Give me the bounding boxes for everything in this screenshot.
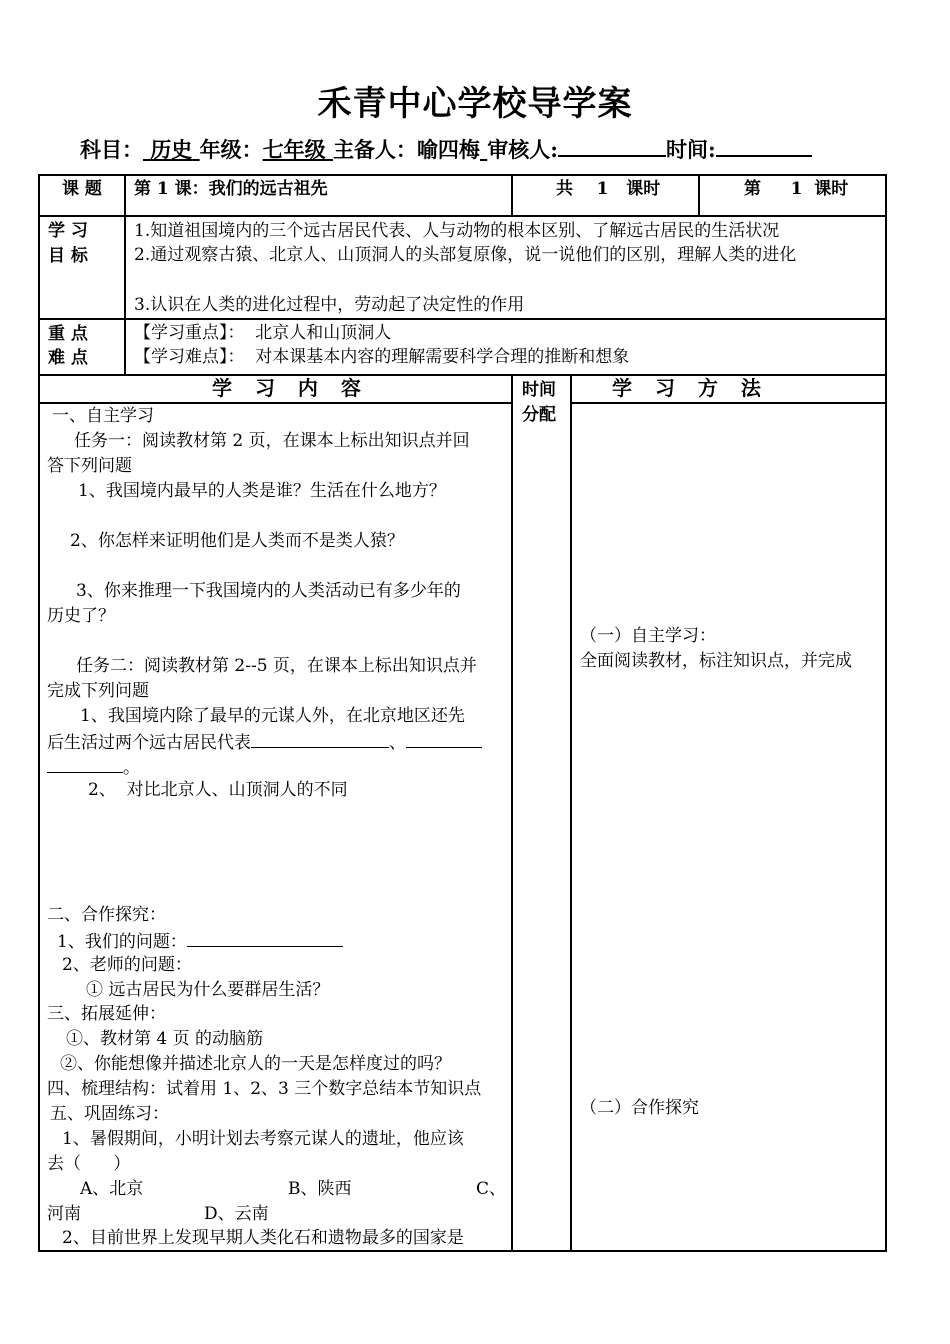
period-index: 第 1 课时: [744, 179, 849, 199]
col-divider: [698, 174, 700, 216]
option-d: D、云南: [204, 1204, 269, 1224]
col-divider: [511, 174, 513, 216]
subject-value: 历史: [150, 137, 193, 162]
study-difficulty: 【学习难点】： 对本课基本内容的理解需要科学合理的推断和想象: [134, 347, 630, 367]
keypoints-label-1: 重 点: [48, 324, 88, 344]
option-a: A、北京: [80, 1179, 144, 1199]
answer-blank[interactable]: [47, 754, 123, 773]
exercise-2: 2、目前世界上发现早期人类化石和遗物最多的国家是: [62, 1228, 464, 1248]
keypoints-label-2: 难 点: [48, 348, 88, 368]
col-divider: [124, 174, 126, 375]
time-blank[interactable]: [716, 137, 812, 157]
goal-item: 1.知道祖国境内的三个远古居民代表、人与动物的根本区别、了解远古居民的生活状况: [134, 221, 780, 241]
task2-question-1-line3: 。: [47, 754, 140, 781]
document-title: 禾青中心学校导学案: [317, 84, 633, 124]
preparer-value: 喻四梅: [416, 137, 480, 162]
time-column-header-2: 分配: [522, 405, 556, 425]
section-structure: 四、梳理结构：试着用 1、2、3 三个数字总结本节知识点: [47, 1079, 482, 1099]
question-3-line1: 3、你来推理一下我国境内的人类活动已有多少年的: [76, 581, 461, 601]
subject-label: 科目：: [80, 137, 143, 162]
col-divider: [570, 374, 572, 1252]
reviewer-label: 审核人:: [487, 137, 559, 162]
method-self-study-title: （一）自主学习：: [580, 626, 716, 646]
goal-item: 2.通过观察古猿、北京人、山顶洞人的头部复原像，说一说他们的区别，理解人类的进化: [134, 245, 797, 265]
preparer-label: 主备人：: [332, 137, 417, 162]
method-cooperation-title: （二）合作探究: [580, 1098, 699, 1118]
content-column-header: 学 习 内 容: [212, 376, 369, 400]
our-question: 1、我们的问题：: [57, 928, 343, 955]
task2-line1: 任务二：阅读教材第 2--5 页，在课本上标出知识点并: [76, 656, 477, 676]
option-b: B、陕西: [288, 1179, 352, 1199]
goals-label-2: 目 标: [48, 246, 88, 266]
extension-2: ②、你能想像并描述北京人的一天是怎样度过的吗？: [60, 1054, 451, 1074]
row-divider: [38, 215, 887, 217]
task1-line2: 答下列问题: [47, 456, 132, 476]
task2-question-1-line2: 后生活过两个远古居民代表 、: [47, 729, 482, 756]
grade-value: 七年级: [262, 137, 326, 162]
task2-line2: 完成下列问题: [47, 681, 149, 701]
question-3-line2: 历史了？: [47, 606, 115, 626]
task2-question-2: 2、 对比北京人、山顶洞人的不同: [88, 780, 348, 800]
time-label: 时间:: [666, 137, 716, 162]
exercise-1-line2: 去（ ）: [47, 1154, 131, 1174]
section-extension: 三、拓展延伸：: [47, 1004, 166, 1024]
meta-line: [80, 134, 812, 164]
section-self-study: 一、自主学习: [52, 406, 154, 426]
task1-line1: 任务一：阅读教材第 2 页，在课本上标出知识点并回: [74, 431, 470, 451]
lesson-title: 第 1 课：我们的远古祖先: [134, 179, 328, 199]
teacher-question-1: ① 远古居民为什么要群居生活？: [86, 980, 330, 1000]
question-1: 1、我国境内最早的人类是谁？生活在什么地方？: [78, 481, 446, 501]
goals-label-1: 学 习: [48, 221, 88, 241]
extension-1: ①、教材第 4 页 的动脑筋: [66, 1029, 264, 1049]
topic-label: 课 题: [62, 179, 102, 199]
time-column-header-1: 时间: [522, 380, 556, 400]
answer-blank[interactable]: [187, 928, 343, 947]
method-column-header: 学 习 方 法: [612, 376, 769, 400]
col-divider: [511, 374, 513, 1252]
section-cooperation: 二、合作探究：: [47, 905, 166, 925]
study-focus: 【学习重点】： 北京人和山顶洞人: [134, 323, 392, 343]
option-c-text: 河南: [47, 1204, 81, 1224]
row-divider: [570, 402, 887, 404]
method-self-study-text: 全面阅读教材，标注知识点，并完成: [580, 651, 852, 671]
row-divider: [38, 318, 887, 320]
reviewer-blank[interactable]: [558, 137, 666, 157]
answer-blank[interactable]: [406, 729, 482, 748]
total-periods: 共 1 课时: [556, 179, 661, 199]
option-c: C、: [476, 1179, 507, 1199]
question-2: 2、你怎样来证明他们是人类而不是类人猿？: [70, 531, 404, 551]
exercise-1-line1: 1、暑假期间，小明计划去考察元谋人的遗址，他应该: [62, 1129, 464, 1149]
teacher-question: 2、老师的问题：: [62, 955, 192, 975]
task2-question-1-line1: 1、我国境内除了最早的元谋人外，在北京地区还先: [80, 706, 465, 726]
grade-label: 年级：: [199, 137, 263, 162]
goal-item: 3.认识在人类的进化过程中，劳动起了决定性的作用: [134, 295, 525, 315]
answer-blank[interactable]: [251, 729, 389, 748]
section-practice: 五、巩固练习：: [50, 1104, 169, 1124]
